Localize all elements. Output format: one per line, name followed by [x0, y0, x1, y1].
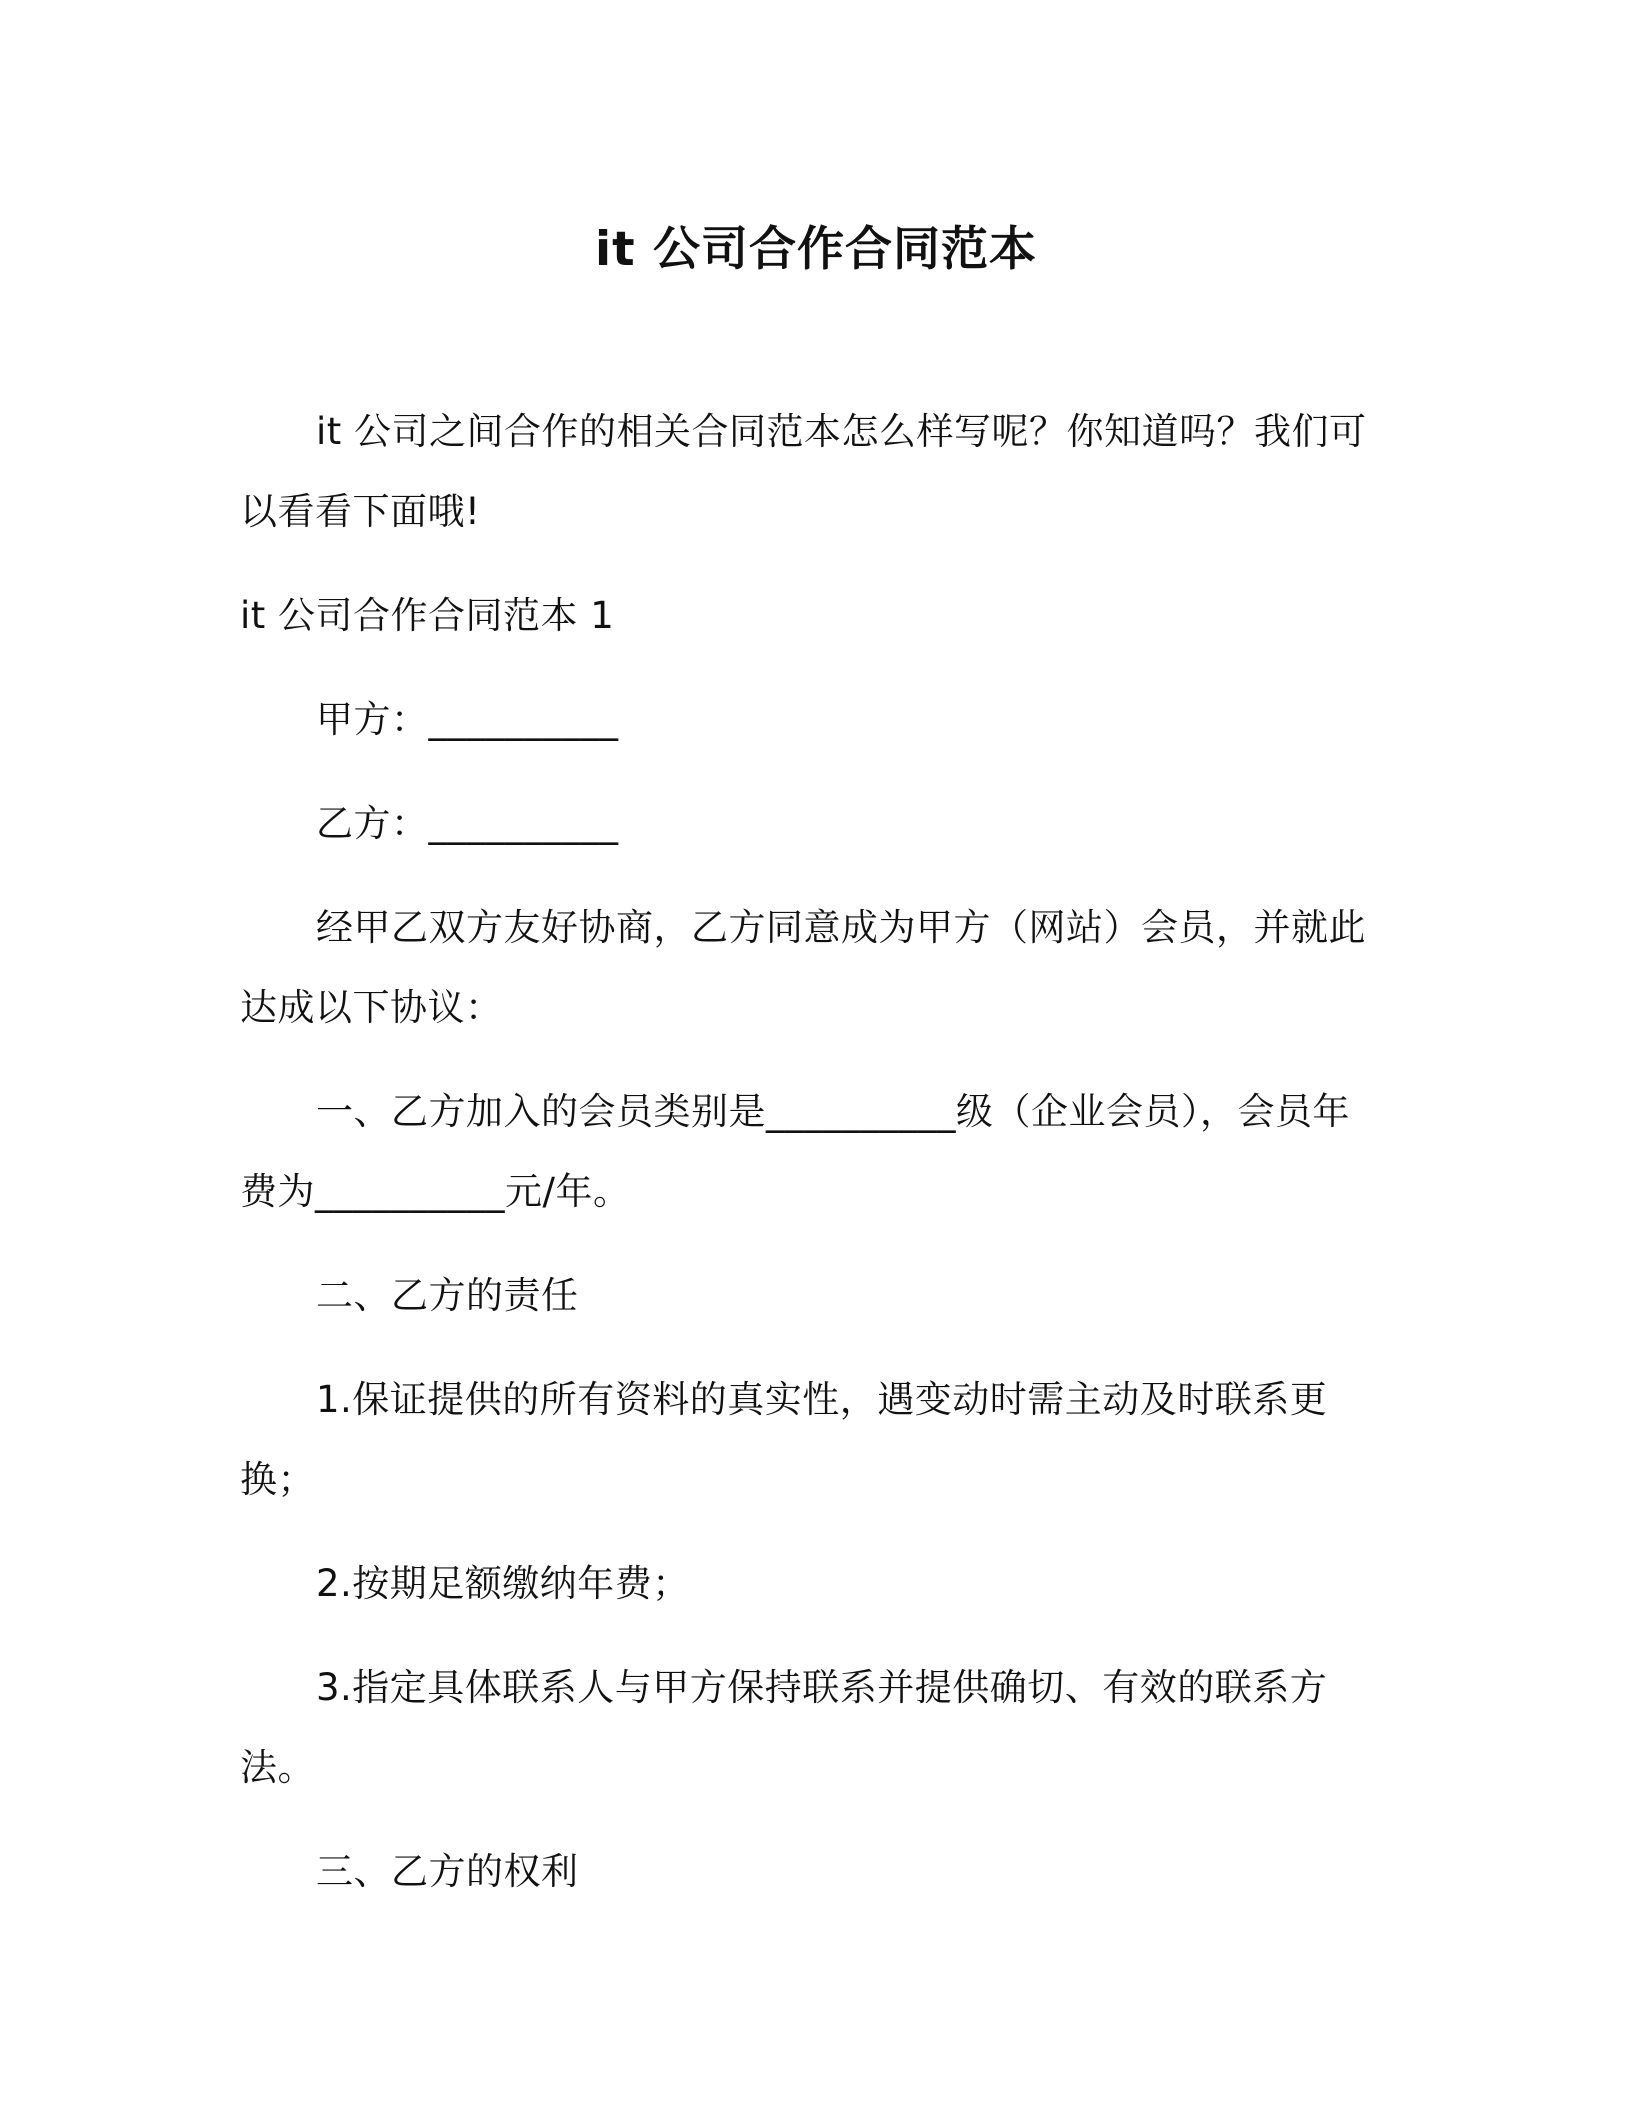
document-body [240, 392, 1380, 1936]
clause-two-item-2: 2.按期足额缴纳年费； [316, 1562, 690, 1605]
clause-one: 一、乙方加入的会员类别是__________级（企业会员），会员年费为__________元/年。 [240, 1090, 1350, 1213]
section-heading: it 公司合作合同范本 1 [240, 594, 615, 637]
clause-two-heading: 二、乙方的责任 [316, 1274, 579, 1317]
intro-paragraph: it 公司之间合作的相关合同范本怎么样写呢？你知道吗？我们可以看看下面哦! [240, 410, 1367, 533]
party-b-line: 乙方：__________ [316, 802, 619, 845]
document-title: it 公司合作合同范本 [595, 222, 1037, 277]
clause-two-item-3: 3.指定具体联系人与甲方保持联系并提供确切、有效的联系方法。 [240, 1666, 1328, 1789]
agreement-paragraph: 经甲乙双方友好协商，乙方同意成为甲方（网站）会员，并就此达成以下协议： [240, 906, 1366, 1029]
clause-two-item-1: 1.保证提供的所有资料的真实性，遇变动时需主动及时联系更换； [240, 1378, 1328, 1501]
party-a-line: 甲方：__________ [316, 698, 619, 741]
clause-three-heading: 三、乙方的权利 [316, 1850, 579, 1893]
